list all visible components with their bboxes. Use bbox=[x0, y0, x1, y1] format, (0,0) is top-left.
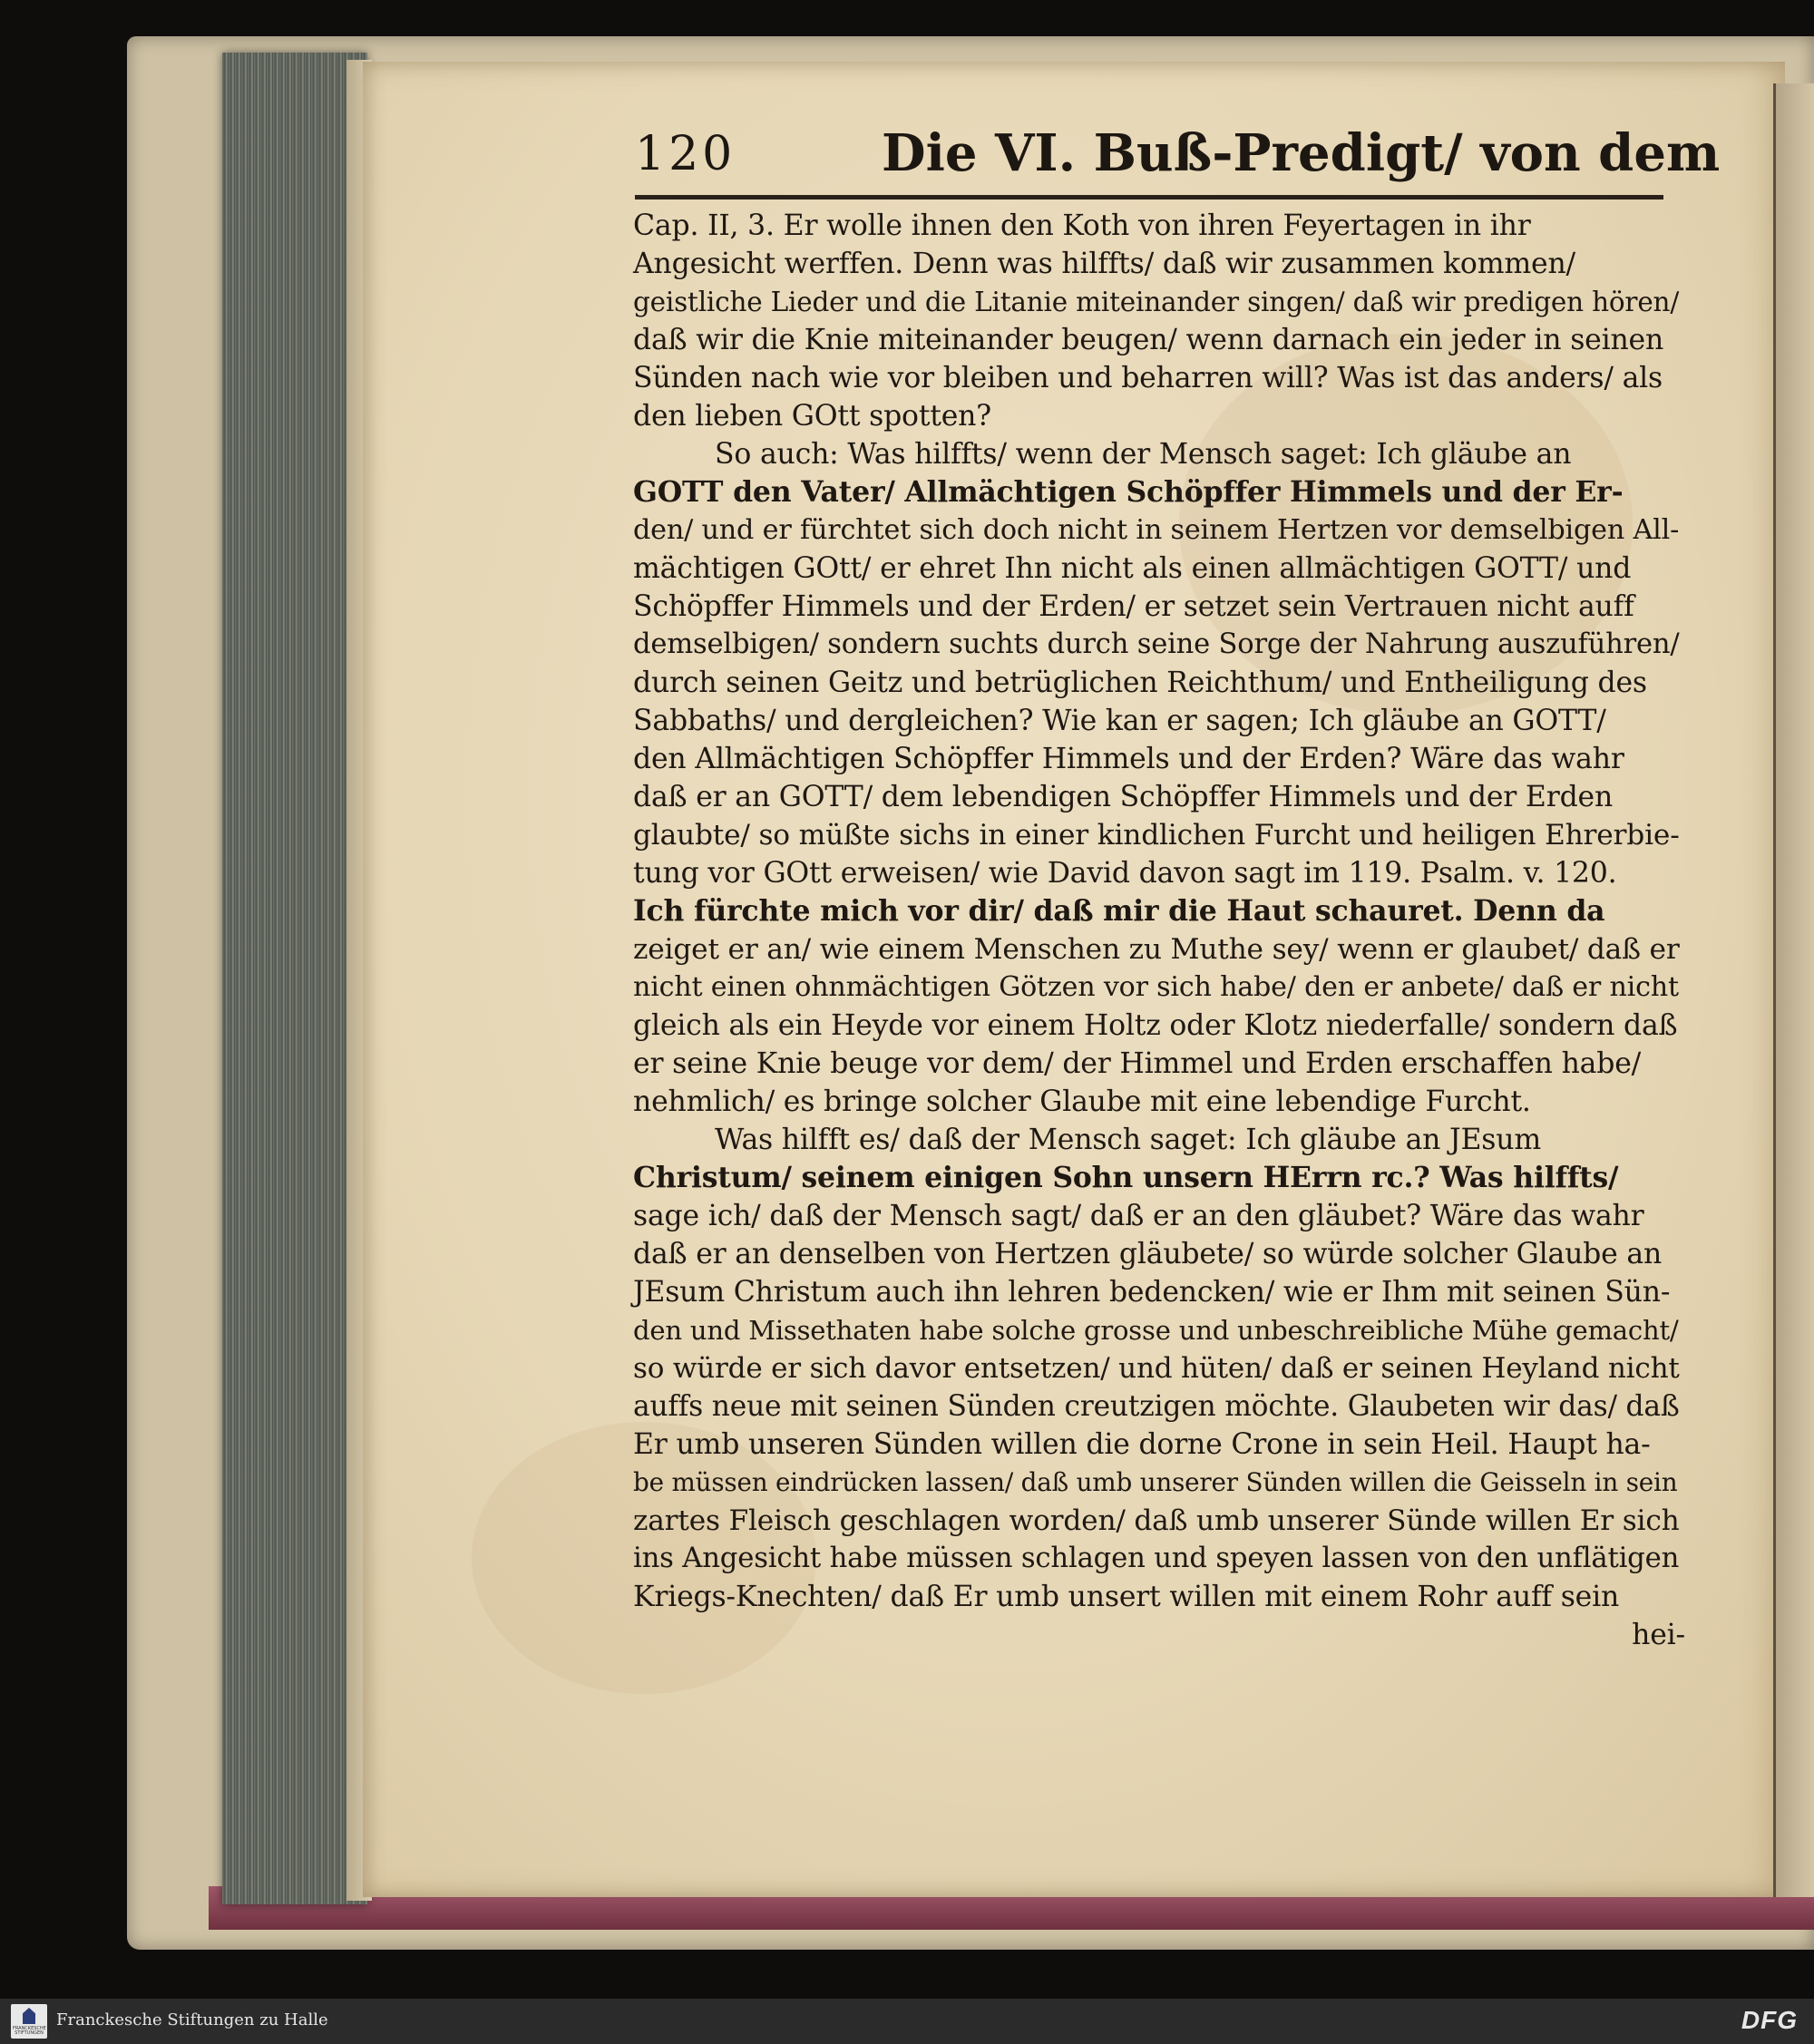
text-line bbox=[633, 283, 1685, 321]
text-line bbox=[633, 397, 1685, 435]
text-line-content: Kriegs-Knechten/ daß Er umb unsert willen mit einem Rohr auff sein bbox=[633, 1581, 1620, 1613]
text-line-content: zeiget er an/ wie einem Menschen zu Muthe sey/ wenn er glaubet/ daß er bbox=[633, 933, 1680, 966]
text-line bbox=[633, 473, 1685, 511]
text-line bbox=[633, 1502, 1685, 1540]
text-line-content: Christum/ seinem einigen Sohn unsern HErrn rc.? Was hilffts/ bbox=[633, 1161, 1619, 1194]
text-line bbox=[633, 1045, 1685, 1083]
text-line-content: nehmlich/ es bringe solcher Glaube mit eine lebendige Furcht. bbox=[633, 1085, 1531, 1118]
text-line-content: Er umb unseren Sünden willen die dorne Crone in sein Heil. Haupt ha- bbox=[633, 1428, 1651, 1461]
text-line-content: so würde er sich davor entsetzen/ und hüten/ daß er seinen Heyland nicht bbox=[633, 1352, 1680, 1385]
text-line-content: auffs neue mit seinen Sünden creutzigen möchte. Glaubeten wir das/ daß bbox=[633, 1390, 1680, 1423]
text-line-content: Angesicht werffen. Denn was hilffts/ daß wir zusammen kommen/ bbox=[633, 248, 1575, 280]
header-rule bbox=[635, 195, 1663, 200]
text-line-content: Sabbaths/ und dergleichen? Wie kan er sagen; Ich gläube an GOTT/ bbox=[633, 705, 1606, 737]
institution-logo[interactable] bbox=[11, 2004, 47, 2039]
institution-name[interactable]: Franckesche Stiftungen zu Halle bbox=[56, 2010, 328, 2029]
text-line bbox=[633, 321, 1685, 359]
text-line bbox=[633, 1578, 1685, 1616]
text-line bbox=[633, 968, 1685, 1007]
text-line-content: demselbigen/ sondern suchts durch seine Sorge der Nahrung auszuführen/ bbox=[633, 628, 1680, 660]
text-line bbox=[633, 359, 1685, 397]
text-line bbox=[633, 550, 1685, 588]
text-line-content: So auch: Was hilffts/ wenn der Mensch saget: Ich gläube an bbox=[715, 438, 1572, 471]
text-line-content: daß er an GOTT/ dem lebendigen Schöpffer Himmels und der Erden bbox=[633, 781, 1614, 813]
text-line-content: sage ich/ daß der Mensch sagt/ daß er an den gläubet? Wäre das wahr bbox=[633, 1200, 1644, 1232]
text-line bbox=[633, 1235, 1685, 1273]
text-line bbox=[633, 511, 1685, 550]
text-line bbox=[633, 435, 1685, 473]
text-line bbox=[633, 1197, 1685, 1235]
text-line bbox=[633, 778, 1685, 816]
footer-bar bbox=[0, 1999, 1814, 2044]
text-line-content: Cap. II, 3. Er wolle ihnen den Koth von ihren Feyertagen in ihr bbox=[633, 209, 1531, 242]
text-line-content: be müssen eindrücken lassen/ daß umb unserer Sünden willen die Geisseln in sein bbox=[633, 1467, 1678, 1497]
text-line-content: JEsum Christum auch ihn lehren bedencken/ wie er Ihm mit seinen Sün- bbox=[633, 1276, 1671, 1309]
text-line-content: er seine Knie beuge vor dem/ der Himmel und Erden erschaffen habe/ bbox=[633, 1047, 1642, 1080]
text-line-content: daß wir die Knie miteinander beugen/ wenn darnach ein jeder in seinen bbox=[633, 324, 1664, 356]
text-line-content: ins Angesicht habe müssen schlagen und speyen lassen von den unflätigen bbox=[633, 1543, 1680, 1574]
page-number: 120 bbox=[635, 127, 736, 181]
text-line bbox=[633, 1007, 1685, 1045]
text-line-content: Ich fürchte mich vor dir/ daß mir die Haut schauret. Denn da bbox=[633, 894, 1605, 928]
text-line-content: tung vor GOtt erweisen/ wie David davon sagt im 119. Psalm. v. 120. bbox=[633, 857, 1617, 890]
text-line-content: glaubte/ so müßte sichs in einer kindlichen Furcht und heiligen Ehrerbie- bbox=[633, 819, 1680, 852]
text-line: hei- bbox=[1632, 1619, 1685, 1651]
page-stack bbox=[222, 53, 367, 1904]
text-line bbox=[633, 1349, 1685, 1387]
running-title: Die VI. Buß-Predigt/ von dem bbox=[882, 123, 1721, 183]
text-line bbox=[633, 1273, 1685, 1311]
text-line bbox=[633, 740, 1685, 778]
text-line bbox=[633, 664, 1685, 702]
text-line bbox=[633, 588, 1685, 626]
text-line-content: den lieben GOtt spotten? bbox=[633, 400, 991, 433]
text-line-content: Schöpffer Himmels und der Erden/ er setzet sein Vertrauen nicht auff bbox=[633, 590, 1634, 623]
text-line-content: geistliche Lieder und die Litanie miteinander singen/ daß wir predigen hören/ bbox=[633, 287, 1680, 317]
text-line-content: zartes Fleisch geschlagen worden/ daß umb unserer Sünde willen Er sich bbox=[633, 1504, 1680, 1537]
text-line bbox=[633, 930, 1685, 968]
logo-house-icon bbox=[23, 2008, 35, 2024]
text-line-content: durch seinen Geitz und betrüglichen Reichthum/ und Entheiligung des bbox=[633, 667, 1647, 699]
text-line-content: Sünden nach wie vor bleiben und beharren will? Was ist das anders/ als bbox=[633, 362, 1663, 394]
text-line-content: gleich als ein Heyde vor einem Holtz oder Klotz niederfalle/ sondern daß bbox=[633, 1009, 1678, 1042]
text-line-content: den/ und er fürchtet sich doch nicht in seinem Hertzen vor demselbigen All- bbox=[633, 514, 1680, 546]
running-head bbox=[635, 123, 1721, 200]
logo-text: FRANCKESCHE STIFTUNGEN bbox=[13, 2026, 46, 2036]
text-line bbox=[633, 702, 1685, 740]
text-line bbox=[633, 207, 1685, 245]
text-line bbox=[633, 1121, 1685, 1159]
body-text bbox=[633, 207, 1685, 1654]
text-line bbox=[633, 854, 1685, 892]
text-line-content: Was hilfft es/ daß der Mensch saget: Ich gläube an JEsum bbox=[715, 1124, 1541, 1156]
text-line bbox=[633, 245, 1685, 283]
text-line-content: daß er an denselben von Hertzen gläubete/ so würde solcher Glaube an bbox=[633, 1238, 1663, 1270]
text-line bbox=[633, 1426, 1685, 1464]
text-line bbox=[633, 1083, 1685, 1121]
text-line bbox=[633, 816, 1685, 854]
text-line-content: GOTT den Vater/ Allmächtigen Schöpffer Himmels und der Er- bbox=[633, 475, 1624, 509]
text-line bbox=[633, 1464, 1685, 1502]
text-line-content: den und Missethaten habe solche grosse und unbeschreibliche Mühe gemacht/ bbox=[633, 1315, 1679, 1346]
text-line bbox=[633, 1311, 1685, 1349]
text-line-content: mächtigen GOtt/ er ehret Ihn nicht als einen allmächtigen GOTT/ und bbox=[633, 552, 1632, 585]
text-line bbox=[633, 626, 1685, 664]
text-line-content: den Allmächtigen Schöpffer Himmels und der Erden? Wäre das wahr bbox=[633, 743, 1624, 775]
text-line bbox=[633, 1159, 1685, 1197]
facing-page-edge bbox=[1773, 83, 1814, 1897]
text-line bbox=[633, 892, 1685, 930]
dfg-logo[interactable]: DFG bbox=[1741, 2006, 1798, 2034]
text-line bbox=[633, 1540, 1685, 1578]
text-line-content: nicht einen ohnmächtigen Götzen vor sich habe/ den er anbete/ daß er nicht bbox=[633, 971, 1679, 1003]
text-line bbox=[633, 1387, 1685, 1426]
